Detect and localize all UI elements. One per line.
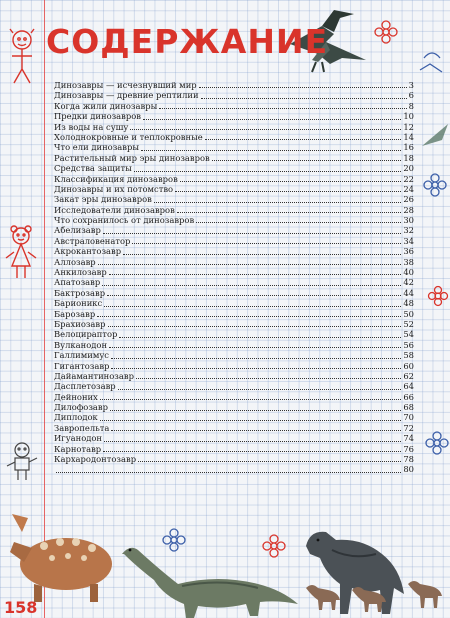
toc-entry [54, 277, 414, 287]
toc-entry-page: 3 [408, 79, 414, 90]
toc-entry-title: Барозавр [54, 308, 96, 319]
toc-entry-title: Акрокантозавр [54, 246, 122, 257]
toc-entry [54, 350, 414, 360]
toc-entry-page: 20 [403, 163, 414, 174]
table-of-contents [54, 80, 414, 475]
toc-entry [54, 194, 414, 204]
toc-entry [54, 174, 414, 184]
toc-leader-dots [175, 191, 401, 192]
toc-entry-page: 68 [403, 402, 414, 413]
toc-leader-dots [56, 472, 401, 473]
toc-entry [54, 381, 414, 391]
toc-entry [54, 111, 414, 121]
toc-leader-dots [104, 306, 401, 307]
toc-leader-dots [100, 399, 401, 400]
toc-entry-page: 28 [403, 204, 414, 215]
toc-entry-title: Динозавры и их потомство [54, 183, 174, 194]
toc-leader-dots [130, 129, 401, 130]
toc-entry-title: Классификация динозавров [54, 173, 178, 184]
toc-leader-dots [154, 202, 401, 203]
toc-leader-dots [111, 368, 401, 369]
toc-entry-title: Велоцираптор [54, 329, 118, 340]
toc-entry [54, 122, 414, 132]
toc-leader-dots [111, 358, 401, 359]
toc-entry-page: 72 [403, 422, 414, 433]
toc-entry-title: Что ели динозавры [54, 142, 139, 153]
toc-entry-title: Завропельта [54, 422, 110, 433]
toc-entry-title: Динозавры — исчезнувший мир [54, 79, 197, 90]
toc-leader-dots [134, 171, 402, 172]
toc-leader-dots [100, 420, 402, 421]
toc-leader-dots [159, 108, 406, 109]
toc-leader-dots [103, 233, 401, 234]
toc-entry-title: Абелизавр [54, 225, 101, 236]
toc-entry-page: 70 [403, 412, 414, 423]
toc-leader-dots [103, 451, 401, 452]
flower-icon [426, 432, 448, 454]
toc-entry [54, 215, 414, 225]
toc-entry-title: Дасплетозавр [54, 381, 116, 392]
toc-leader-dots [102, 285, 401, 286]
toc-leader-dots [107, 295, 401, 296]
toc-leader-dots [109, 347, 401, 348]
toc-leader-dots [205, 139, 402, 140]
toc-entry [54, 319, 414, 329]
toc-entry-page: 38 [403, 256, 414, 267]
toc-entry-title: Анкилозавр [54, 267, 107, 278]
toc-entry [54, 257, 414, 267]
toc-entry-page: 56 [403, 339, 414, 350]
toc-entry-page: 62 [403, 370, 414, 381]
toc-entry [54, 392, 414, 402]
toc-entry-page: 80 [403, 464, 414, 475]
toc-entry-page: 26 [403, 194, 414, 205]
toc-entry-page: 78 [403, 454, 414, 465]
toc-entry-page: 74 [403, 433, 414, 444]
toc-entry [54, 132, 414, 142]
toc-entry-page: 10 [403, 111, 414, 122]
toc-entry-title: Что сохранилось от динозавров [54, 215, 195, 226]
toc-entry [54, 423, 414, 433]
toc-entry [54, 142, 414, 152]
toc-entry-title: Аллозавр [54, 256, 96, 267]
toc-entry-title: Галлимимус [54, 350, 109, 361]
toc-entry [54, 361, 414, 371]
toc-entry-page: 34 [403, 235, 414, 246]
toc-entry-title: Брахиозавр [54, 318, 106, 329]
toc-entry-title: Дилофозавр [54, 402, 108, 413]
toc-leader-dots [110, 410, 401, 411]
toc-entry-title: Барионикс [54, 298, 103, 309]
toc-entry [54, 340, 414, 350]
toc-leader-dots [201, 98, 407, 99]
toc-entry-title: Средства защиты [54, 163, 132, 174]
toc-entry-page: 6 [408, 90, 414, 101]
page-number: 158 [4, 598, 38, 617]
toc-entry [54, 464, 414, 474]
toc-entry-page: 8 [408, 100, 414, 111]
stick-figure-top-icon [4, 28, 40, 94]
toc-entry-title: Карнотавр [54, 443, 102, 454]
toc-entry-title: Из воды на сушу [54, 121, 129, 132]
toc-entry [54, 80, 414, 90]
toc-leader-dots [136, 378, 401, 379]
toc-entry-page: 42 [403, 277, 414, 288]
toc-entry-page: 32 [403, 225, 414, 236]
toc-leader-dots [177, 212, 402, 213]
dinosaur-herd-illustration [302, 578, 448, 614]
toc-entry-title: Гигантозавр [54, 360, 110, 371]
toc-entry [54, 371, 414, 381]
robot-figure-icon [4, 440, 40, 484]
toc-entry-page: 54 [403, 329, 414, 340]
toc-entry [54, 205, 414, 215]
toc-entry-page: 50 [403, 308, 414, 319]
toc-leader-dots [111, 430, 401, 431]
toc-leader-dots [104, 441, 401, 442]
toc-entry-page: 48 [403, 298, 414, 309]
toc-entry-page: 22 [403, 173, 414, 184]
toc-entry [54, 444, 414, 454]
wing-doodle-icon [420, 120, 450, 150]
toc-entry-page: 30 [403, 215, 414, 226]
toc-entry-title: Холоднокровные и теплокровные [54, 131, 203, 142]
toc-entry-title: Дайамантинозавр [54, 370, 134, 381]
toc-entry-page: 36 [403, 246, 414, 257]
toc-entry [54, 225, 414, 235]
toc-leader-dots [98, 264, 402, 265]
toc-entry [54, 413, 414, 423]
toc-entry-title: Австраловенатор [54, 235, 131, 246]
toc-entry [54, 433, 414, 443]
toc-entry-title: Предки динозавров [54, 111, 142, 122]
toc-entry-page: 52 [403, 318, 414, 329]
toc-entry-page: 66 [403, 391, 414, 402]
toc-leader-dots [119, 337, 401, 338]
toc-entry [54, 454, 414, 464]
toc-leader-dots [138, 461, 401, 462]
toc-entry [54, 288, 414, 298]
toc-entry [54, 236, 414, 246]
toc-leader-dots [97, 316, 401, 317]
toc-entry-page: 24 [403, 183, 414, 194]
toc-entry-page: 76 [403, 443, 414, 454]
page-title: СОДЕРЖАНИЕ [46, 22, 329, 61]
toc-leader-dots [109, 274, 402, 275]
toc-entry-page: 58 [403, 350, 414, 361]
girl-figure-icon [2, 222, 40, 288]
toc-entry [54, 267, 414, 277]
toc-leader-dots [108, 326, 402, 327]
toc-entry-page: 40 [403, 267, 414, 278]
toc-leader-dots [143, 119, 401, 120]
doodle-scribble-icon [416, 40, 446, 80]
toc-leader-dots [123, 254, 401, 255]
toc-entry-title: Дейноних [54, 391, 98, 402]
toc-leader-dots [196, 222, 401, 223]
toc-entry-title: Когда жили динозавры [54, 100, 158, 111]
ankylosaur-illustration [4, 506, 124, 606]
toc-entry-page: 18 [403, 152, 414, 163]
toc-entry [54, 153, 414, 163]
toc-entry [54, 163, 414, 173]
sauropod-illustration [112, 540, 302, 616]
toc-entry-page: 64 [403, 381, 414, 392]
toc-entry-title: Бактрозавр [54, 287, 106, 298]
toc-entry-title: Исследователи динозавров [54, 204, 175, 215]
toc-entry-page: 44 [403, 287, 414, 298]
toc-entry [54, 184, 414, 194]
toc-entry-title: Кархародонтозавр [54, 454, 137, 465]
toc-entry-page: 12 [403, 121, 414, 132]
toc-entry [54, 329, 414, 339]
toc-leader-dots [141, 150, 401, 151]
toc-entry [54, 309, 414, 319]
toc-entry-page: 14 [403, 131, 414, 142]
toc-entry-title: Вулканодон [54, 339, 108, 350]
toc-entry-page: 60 [403, 360, 414, 371]
toc-entry-title: Диплодок [54, 412, 98, 423]
toc-entry-title: Закат эры динозавров [54, 194, 152, 205]
toc-entry [54, 101, 414, 111]
toc-entry [54, 298, 414, 308]
toc-leader-dots [199, 87, 407, 88]
toc-entry-page: 16 [403, 142, 414, 153]
flower-icon [374, 20, 398, 44]
toc-entry-title: Игуанодон [54, 433, 103, 444]
toc-entry [54, 90, 414, 100]
toc-leader-dots [180, 181, 402, 182]
toc-entry-title: Растительный мир эры динозавров [54, 152, 210, 163]
toc-leader-dots [118, 389, 402, 390]
flower-icon [424, 174, 446, 196]
toc-leader-dots [132, 243, 401, 244]
toc-entry [54, 246, 414, 256]
toc-entry-title: Динозавры — древние рептилии [54, 90, 199, 101]
toc-leader-dots [212, 160, 402, 161]
flower-icon [428, 286, 448, 306]
toc-entry-title: Апатозавр [54, 277, 101, 288]
toc-entry [54, 402, 414, 412]
